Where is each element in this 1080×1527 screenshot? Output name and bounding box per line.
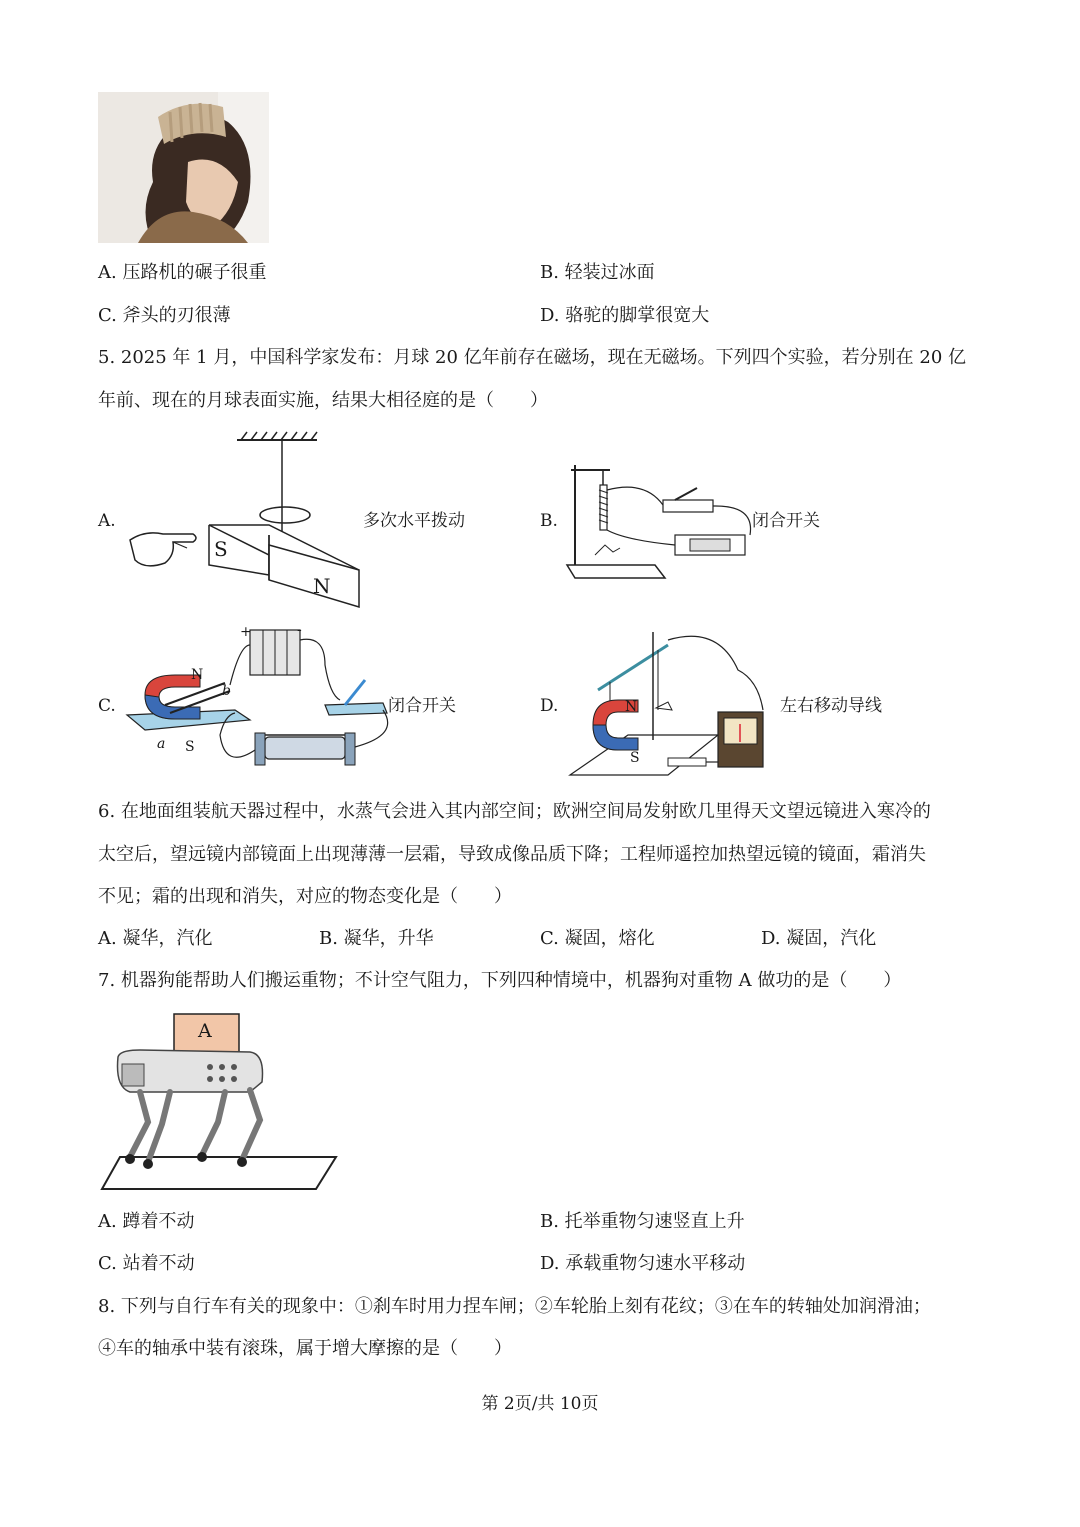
q7-robot-dog-diagram bbox=[100, 1012, 336, 1192]
q6-option-a: A. 凝华，汽化 bbox=[98, 928, 213, 949]
q7-box-label: A bbox=[198, 1020, 212, 1042]
q8-stem-line-1: 8. 下列与自行车有关的现象中：①刹车时用力捏车闸；②车轮胎上刻有花纹；③在车的转轴处加润滑油； bbox=[98, 1296, 931, 1317]
q4-option-c: C. 斧头的刃很薄 bbox=[98, 305, 231, 326]
q5-c-motor-circuit-diagram bbox=[125, 625, 405, 785]
q8-stem-line-2: ④车的轴承中装有滚珠，属于增大摩擦的是（ ） bbox=[98, 1338, 512, 1359]
q6-option-b: B. 凝华，升华 bbox=[319, 928, 434, 949]
q4-option-b: B. 轻装过冰面 bbox=[540, 262, 655, 283]
q5-option-c-letter: C. bbox=[98, 696, 116, 716]
q5-option-d-caption: 左右移动导线 bbox=[780, 696, 882, 716]
q5-c-point-b-label: b bbox=[222, 683, 231, 699]
q5-c-battery-plus-label: + bbox=[240, 624, 252, 640]
q5-option-b-caption: 闭合开关 bbox=[752, 511, 820, 531]
page-number: 第 2页/共 10页 bbox=[481, 1394, 599, 1414]
q5-a-suspended-magnet-diagram bbox=[125, 430, 370, 610]
q5-option-d-letter: D. bbox=[540, 696, 559, 716]
q5-a-magnet-s-label: S bbox=[214, 537, 228, 561]
q5-c-point-a-label: a bbox=[157, 736, 166, 752]
hair-clip-photo bbox=[98, 92, 269, 243]
q4-option-d: D. 骆驼的脚掌很宽大 bbox=[540, 305, 710, 326]
q7-option-d: D. 承载重物匀速水平移动 bbox=[540, 1253, 746, 1274]
q5-c-pole-s-label: S bbox=[185, 739, 195, 755]
q4-option-a: A. 压路机的碾子很重 bbox=[98, 262, 267, 283]
q7-option-a: A. 蹲着不动 bbox=[98, 1211, 195, 1232]
q6-option-c: C. 凝固，熔化 bbox=[540, 928, 655, 949]
q5-c-battery-minus-label: - bbox=[297, 622, 302, 638]
q6-stem-line-2: 太空后，望远镜内部镜面上出现薄薄一层霜，导致成像品质下降；工程师遥控加热望远镜的镜面，霜消失 bbox=[98, 844, 926, 865]
q5-option-a-letter: A. bbox=[98, 511, 116, 531]
q5-d-pole-n-label: N bbox=[625, 699, 638, 715]
q5-b-electromagnet-diagram bbox=[565, 460, 765, 580]
q5-stem-line-2: 年前、现在的月球表面实施，结果大相径庭的是（ ） bbox=[98, 390, 548, 411]
q7-option-c: C. 站着不动 bbox=[98, 1253, 195, 1274]
q6-stem-line-3: 不见；霜的出现和消失，对应的物态变化是（ ） bbox=[98, 886, 512, 907]
q5-c-pole-n-label: N bbox=[191, 667, 204, 683]
q5-d-pole-s-label: S bbox=[630, 750, 640, 766]
q7-option-b: B. 托举重物匀速竖直上升 bbox=[540, 1211, 745, 1232]
q6-stem-line-1: 6. 在地面组装航天器过程中，水蒸气会进入其内部空间；欧洲空间局发射欧几里得天文望远镜进入寒冷的 bbox=[98, 801, 931, 822]
q5-option-b-letter: B. bbox=[540, 511, 558, 531]
q5-stem-line-1: 5. 2025 年 1 月，中国科学家发布：月球 20 亿年前存在磁场，现在无磁场。下列四个实验，若分别在 20 亿 bbox=[98, 347, 967, 368]
q5-option-a-caption: 多次水平拨动 bbox=[363, 511, 465, 531]
q5-a-magnet-n-label: N bbox=[313, 574, 331, 598]
q6-option-d: D. 凝固，汽化 bbox=[761, 928, 877, 949]
q5-option-c-caption: 闭合开关 bbox=[388, 696, 456, 716]
q7-stem-line-1: 7. 机器狗能帮助人们搬运重物；不计空气阻力，下列四种情境中，机器狗对重物 A 做功的是（ ） bbox=[98, 970, 902, 991]
q5-d-induction-diagram bbox=[568, 630, 778, 780]
